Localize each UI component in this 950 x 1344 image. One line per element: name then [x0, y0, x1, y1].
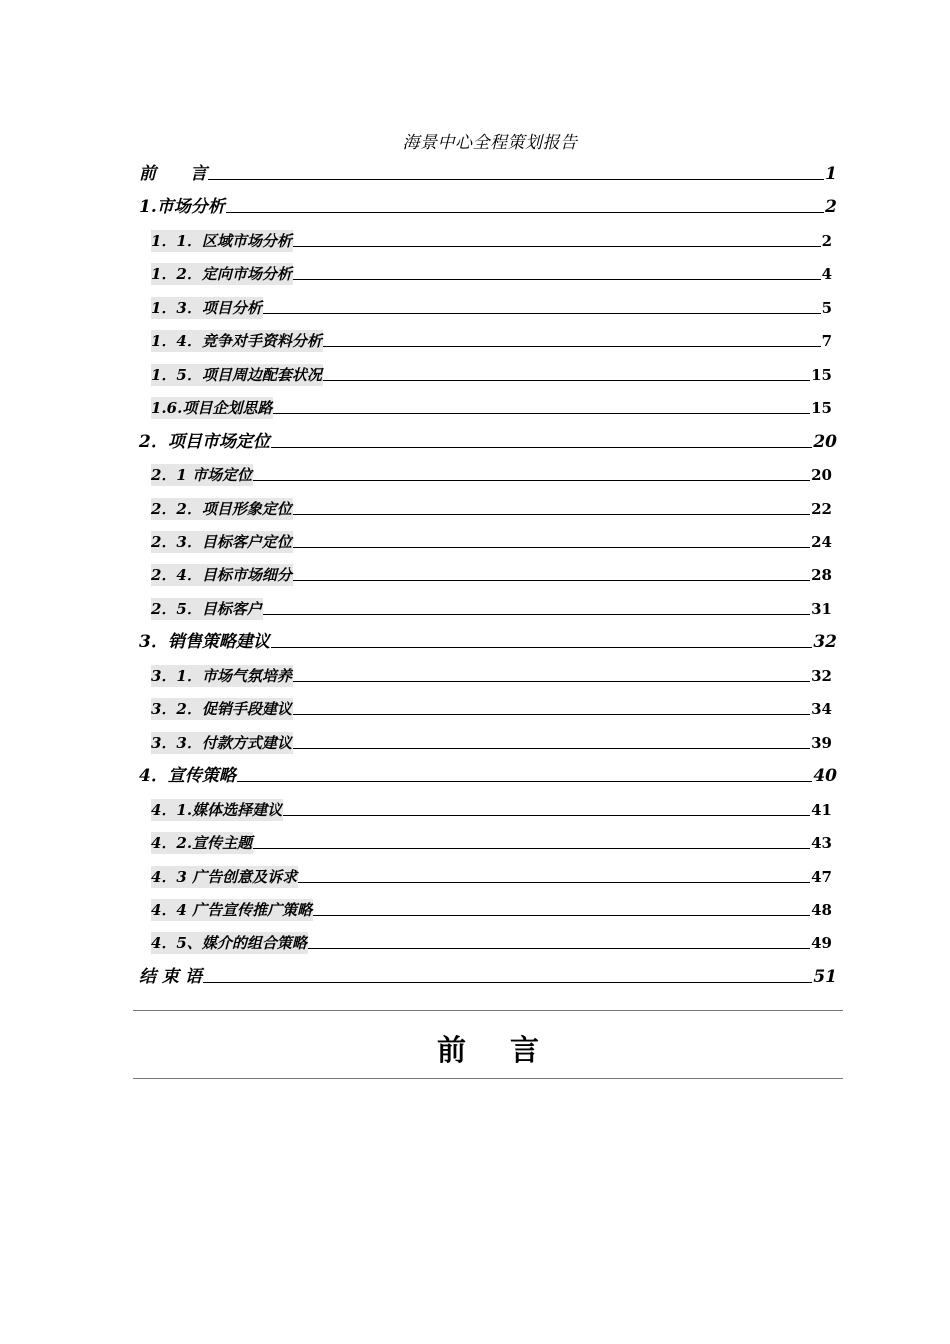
- document-title: 海景中心全程策划报告: [402, 133, 578, 153]
- toc-subentry[interactable]: [151, 328, 832, 352]
- toc-entry-label: 2．4．目标市场细分: [151, 566, 292, 585]
- toc-entry-label: 1.6.项目企划思路: [151, 399, 273, 418]
- toc-page-number: 41: [811, 800, 832, 819]
- toc-leader-line: [253, 479, 810, 481]
- toc-subentry[interactable]: [151, 730, 832, 754]
- toc-leader-line: [263, 312, 821, 314]
- toc-subentry[interactable]: [151, 562, 832, 586]
- toc-leader-line: [308, 947, 810, 949]
- toc-page-number: 40: [813, 766, 837, 787]
- toc-leader-line: [293, 680, 810, 682]
- toc-page-number: 7: [821, 332, 832, 351]
- toc-page-number: 15: [811, 365, 832, 384]
- toc-entry-label: 1．5．项目周边配套状况: [151, 365, 322, 384]
- toc-page-number: 4: [821, 265, 832, 284]
- toc-entry-label: 2．2．项目形象定位: [151, 499, 292, 518]
- toc-leader-line: [293, 713, 810, 715]
- toc-leader-line: [298, 881, 810, 883]
- section-bottom-rule: [133, 1078, 843, 1079]
- toc-entry-label: 1．1．区域市场分析: [151, 231, 292, 250]
- toc-subentry[interactable]: [151, 362, 832, 386]
- toc-entry-label: 3．2．促销手段建议: [151, 700, 292, 719]
- toc-page-number: 20: [811, 466, 832, 485]
- toc-leader-line: [293, 546, 810, 548]
- toc-entry-label: 3．1．市场气氛培养: [151, 666, 292, 685]
- toc-entry-label: 1．2．定向市场分析: [151, 265, 292, 284]
- toc-leader-line: [323, 379, 810, 381]
- toc-leader-line: [293, 513, 810, 515]
- toc-entry[interactable]: [139, 161, 837, 185]
- toc-entry-label: 3．销售策略建议: [139, 632, 270, 653]
- toc-subentry[interactable]: [151, 797, 832, 821]
- toc-page-number: 31: [811, 599, 832, 618]
- toc-entry[interactable]: [139, 429, 837, 453]
- toc-entry-label: 4．5、媒介的组合策略: [151, 934, 307, 953]
- toc-leader-line: [293, 245, 821, 247]
- toc-entry-label: 2．项目市场定位: [139, 431, 270, 452]
- toc-subentry[interactable]: [151, 696, 832, 720]
- toc-subentry[interactable]: [151, 228, 832, 252]
- toc-subentry[interactable]: [151, 261, 832, 285]
- toc-entry-label: 4．宣传策略: [139, 766, 236, 787]
- toc-page-number: 43: [811, 834, 832, 852]
- toc-leader-line: [208, 178, 824, 180]
- toc-leader-line: [273, 412, 810, 414]
- toc-subentry[interactable]: [151, 897, 832, 921]
- toc-leader-line: [271, 446, 812, 448]
- toc-page-number: 15: [811, 399, 832, 418]
- toc-page-number: 5: [821, 298, 832, 317]
- toc-page-number: 34: [811, 700, 832, 719]
- toc-entry-label: 4．3 广告创意及诉求: [151, 867, 298, 886]
- toc-page-number: 39: [811, 733, 832, 752]
- toc-page-number: 24: [811, 533, 832, 551]
- section-top-rule: [133, 1010, 843, 1011]
- toc-page-number: 2: [825, 197, 837, 218]
- toc-leader-line: [293, 278, 821, 280]
- toc-page-number: 22: [811, 499, 832, 518]
- toc-leader-line: [263, 613, 810, 615]
- toc-entry-label: 2．1 市场定位: [151, 466, 253, 485]
- toc-entry-label: 1．3．项目分析: [151, 298, 262, 317]
- toc-leader-line: [271, 646, 812, 648]
- toc-entry-label: 4．1.媒体选择建议: [151, 800, 283, 819]
- toc-page-number: 49: [811, 934, 832, 953]
- toc-entry-label: 前 言: [139, 164, 207, 184]
- toc-entry-label: 结 束 语: [139, 966, 202, 987]
- toc-subentry[interactable]: [151, 663, 832, 687]
- toc-subentry[interactable]: [151, 529, 832, 553]
- toc-subentry[interactable]: [151, 462, 832, 486]
- toc-entry-label: 1．4．竞争对手资料分析: [151, 332, 322, 351]
- toc-entry[interactable]: [139, 964, 837, 988]
- toc-leader-line: [293, 747, 810, 749]
- toc-subentry[interactable]: [151, 295, 832, 319]
- toc-leader-line: [237, 780, 812, 782]
- toc-entry-label: 4．2.宣传主题: [151, 834, 253, 852]
- toc-entry-label: 2．5．目标客户: [151, 599, 262, 618]
- toc-page-number: 47: [811, 867, 832, 886]
- toc-page-number: 32: [813, 632, 837, 653]
- toc-page-number: 28: [811, 566, 832, 585]
- toc-leader-line: [226, 211, 824, 213]
- toc-leader-line: [283, 814, 810, 816]
- toc-page-number: 32: [811, 666, 832, 685]
- toc-subentry[interactable]: [151, 496, 832, 520]
- toc-entry-label: 1.市场分析: [139, 197, 225, 218]
- toc-subentry[interactable]: [151, 596, 832, 620]
- toc-page-number: 48: [811, 900, 832, 919]
- toc-page-number: 51: [813, 966, 837, 987]
- toc-subentry[interactable]: [151, 930, 832, 954]
- toc-leader-line: [253, 847, 810, 849]
- toc-entry-label: 4．4 广告宣传推广策略: [151, 900, 313, 919]
- toc-subentry[interactable]: [151, 830, 832, 854]
- toc-leader-line: [293, 579, 810, 581]
- toc-entry[interactable]: [139, 629, 837, 653]
- toc-entry[interactable]: [139, 194, 837, 218]
- toc-leader-line: [313, 914, 810, 916]
- section-heading: 前言: [436, 1033, 583, 1067]
- toc-entry[interactable]: [139, 763, 837, 787]
- toc-subentry[interactable]: [151, 395, 832, 419]
- toc-entry-label: 3．3．付款方式建议: [151, 733, 292, 752]
- toc-leader-line: [203, 981, 812, 983]
- toc-page-number: 2: [821, 231, 832, 250]
- toc-subentry[interactable]: [151, 864, 832, 888]
- toc-entry-label: 2．3．目标客户定位: [151, 533, 292, 551]
- toc-leader-line: [323, 345, 821, 347]
- toc-page-number: 1: [825, 164, 837, 184]
- toc-page-number: 20: [813, 431, 837, 452]
